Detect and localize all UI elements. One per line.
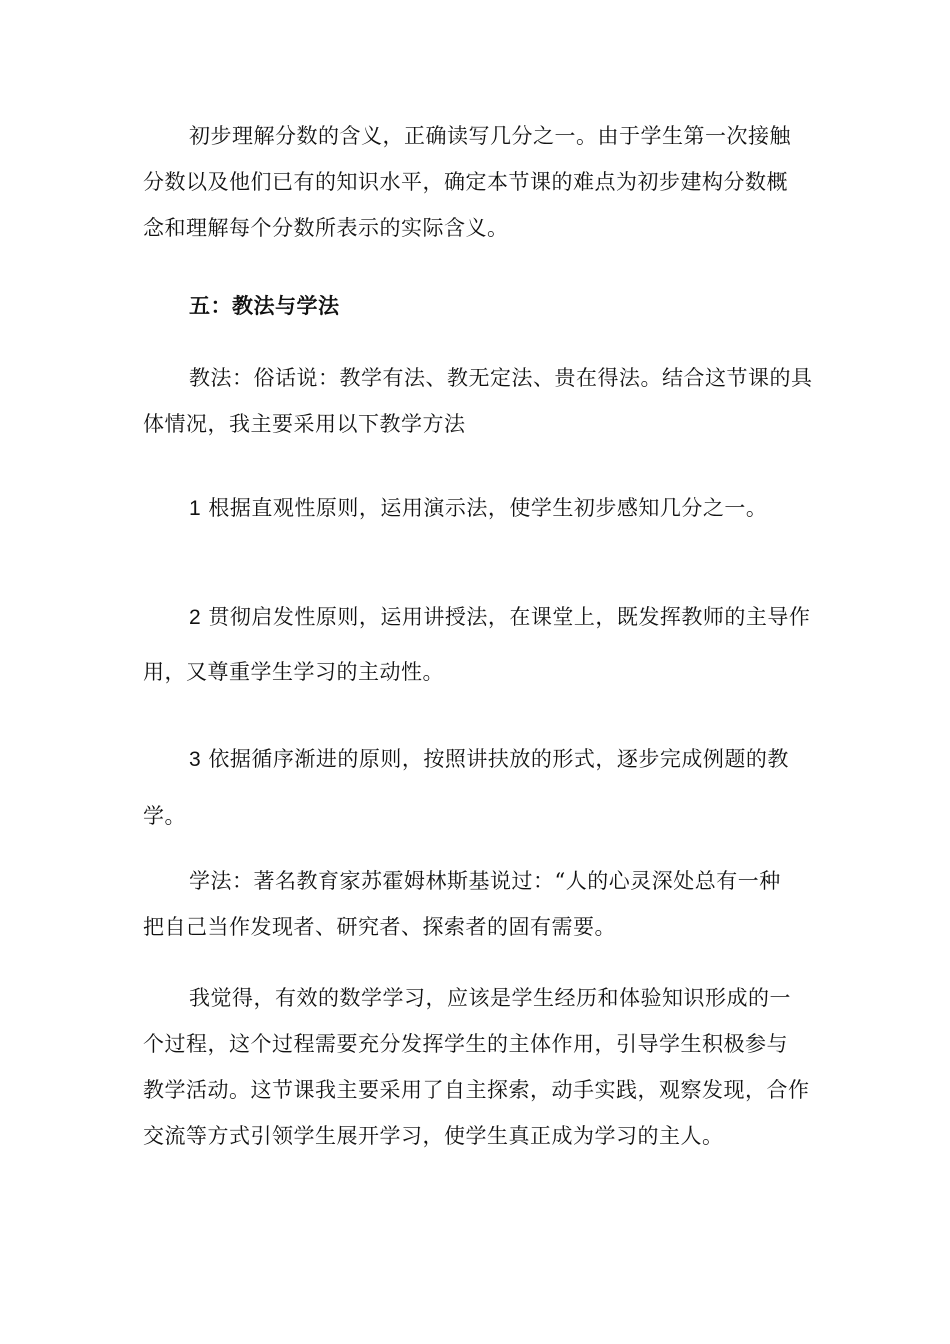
text-line: 初步理解分数的含义，正确读写几分之一。由于学生第一次接触 [189, 124, 791, 148]
text-line: 教法：俗话说：教学有法、教无定法、贵在得法。结合这节课的具 [189, 366, 813, 390]
list-text: 依据循序渐进的原则，按照讲扶放的形式，逐步完成例题的教 [208, 747, 789, 771]
text-line: 学法：著名教育家苏霍姆林斯基说过：“人的心灵深处总有一种 [189, 869, 781, 893]
text-line [143, 590, 811, 645]
text-line: 教学活动。这节课我主要采用了自主探索，动手实践，观察发现，合作 [143, 1078, 810, 1102]
list-number: 3 [189, 748, 202, 771]
text-line [143, 485, 807, 532]
list-item-3 [143, 731, 807, 844]
list-text: 根据直观性原则，运用演示法，使学生初步感知几分之一。 [208, 496, 768, 520]
list-number: 1 [189, 497, 202, 520]
paragraph-teaching-method [143, 355, 813, 447]
list-number: 2 [189, 606, 202, 629]
list-item-2 [143, 590, 811, 699]
text-line: 我觉得，有效的数学学习，应该是学生经历和体验知识形成的一 [189, 986, 791, 1010]
text-line: 交流等方式引领学生展开学习，使学生真正成为学习的主人。 [143, 1124, 724, 1148]
text-line: 个过程，这个过程需要充分发挥学生的主体作用，引导学生积极参与 [143, 1032, 788, 1056]
text-line: 把自己当作发现者、研究者、探索者的固有需要。 [143, 915, 616, 939]
list-text: 贯彻启发性原则，运用讲授法，在课堂上，既发挥教师的主导作 [208, 605, 811, 629]
paragraph-effective-learning [143, 975, 810, 1159]
paragraph-fraction-meaning [143, 113, 807, 251]
section-heading [143, 283, 807, 329]
text-line: 用，又尊重学生学习的主动性。 [143, 660, 444, 684]
text-line: 念和理解每个分数所表示的实际含义。 [143, 216, 509, 240]
paragraph-learning-method [143, 858, 807, 950]
text-line: 学。 [143, 804, 186, 828]
text-line [143, 731, 807, 788]
list-item-1 [143, 485, 807, 532]
section-heading-text: 五：教法与学法 [189, 293, 340, 318]
text-line: 分数以及他们已有的知识水平，确定本节课的难点为初步建构分数概 [143, 170, 788, 194]
text-line: 体情况，我主要采用以下教学方法 [143, 412, 466, 436]
